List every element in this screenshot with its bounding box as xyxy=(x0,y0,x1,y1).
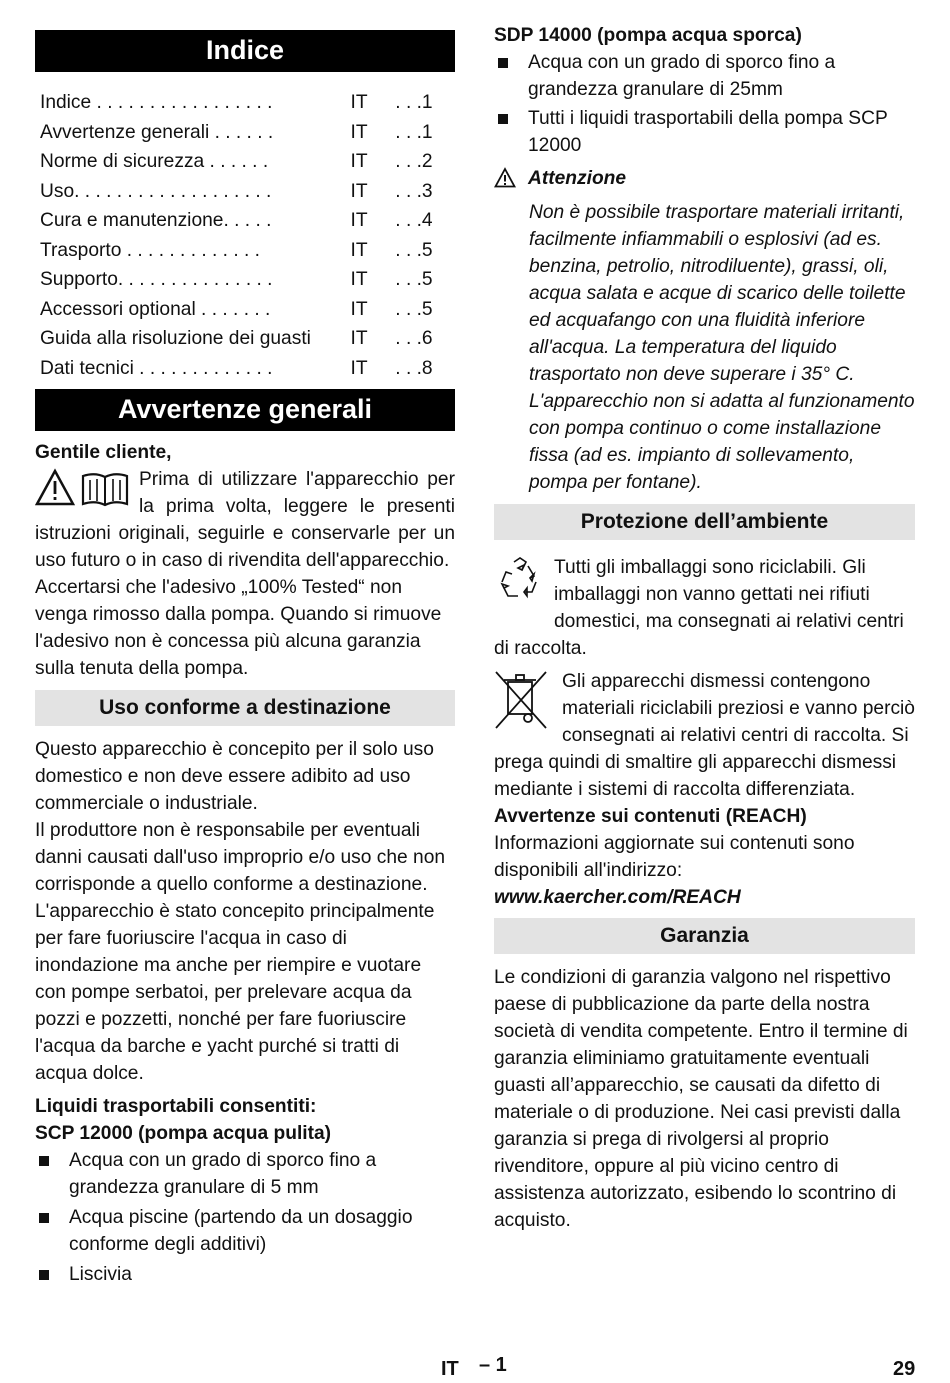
toc-entry-page: . . .1 xyxy=(395,121,433,143)
toc-entry-title: Indice . . . . . . . . . . . . . . . . . xyxy=(40,92,273,113)
list-item-text: Acqua piscine (partendo da un dosaggio conforme degli additivi) xyxy=(69,1207,413,1255)
toc-entry-title: Trasporto . . . . . . . . . . . . . xyxy=(40,239,260,261)
toc-entry-lang: IT xyxy=(350,239,368,261)
toc-row[interactable] xyxy=(40,295,455,325)
toc-row[interactable] xyxy=(40,147,455,177)
toc-entry-lang: IT xyxy=(350,180,368,202)
intro-text: Prima di utilizzare l'apparecchio per la prima volta, leggere le presenti istruzioni originali, seguirle e conservarle per un uso futuro o in caso di rivendita dell'apparecchio. xyxy=(35,469,455,571)
toc-entry-title: Guida alla risoluzione dei guasti xyxy=(40,328,311,349)
toc-entry-page: . . .1 xyxy=(395,92,433,113)
weee-block xyxy=(494,668,915,803)
toc-entry-title: Supporto. . . . . . . . . . . . . . . xyxy=(40,269,273,290)
toc-row[interactable] xyxy=(40,265,455,295)
attention-title: Attenzione xyxy=(528,168,627,189)
toc-heading: Indice xyxy=(35,30,455,72)
warranty-heading: Garanzia xyxy=(494,918,915,954)
toc-entry-page: . . .5 xyxy=(395,239,433,261)
toc-entry-page: . . .3 xyxy=(395,180,433,202)
toc-entry-lang: IT xyxy=(350,92,368,113)
environment-heading: Protezione dell’ambiente xyxy=(494,504,915,540)
bullet-square-icon xyxy=(35,1147,69,1201)
bullet-square-icon xyxy=(35,1261,69,1288)
reach-text: Informazioni aggiornate sui contenuti sono disponibili all'indirizzo: xyxy=(494,833,855,881)
right-column xyxy=(494,22,915,1234)
footer-lang: IT xyxy=(441,1358,459,1380)
left-column xyxy=(35,22,455,1288)
list-item xyxy=(35,1147,455,1201)
warning-triangle-icon xyxy=(494,165,528,197)
intended-use-p3: L'apparecchio è stato concepito principalmente per fare fuoriuscire l'acqua in caso di inondazione ma anche per riempire e vuotare con pompe serbatoi, per prelevare acqua da pozzi e pozzetti, nonché per fare fuoriuscire l'acqua da barche e yacht purché si tratti di acqua dolce. xyxy=(35,901,435,1084)
toc-entry-lang: IT xyxy=(350,298,368,320)
bullet-square-icon xyxy=(494,49,528,103)
attention-heading xyxy=(494,165,915,197)
toc-entry-title: Avvertenze generali . . . . . . xyxy=(40,121,274,143)
toc-row[interactable] xyxy=(40,324,455,354)
list-item xyxy=(35,1261,455,1288)
toc-entry-page: . . .5 xyxy=(395,298,433,320)
list-item xyxy=(35,1204,455,1258)
toc-entry-lang: IT xyxy=(350,151,368,172)
toc-row[interactable] xyxy=(40,354,455,384)
intended-use-p2: Il produttore non è responsabile per eventuali danni causati dall'uso improprio e/o uso che non corrisponde a quello conforme a destinazione. xyxy=(35,820,446,895)
table-of-contents xyxy=(35,88,455,383)
toc-entry-title: Accessori optional . . . . . . . xyxy=(40,298,271,320)
toc-entry-page: . . .8 xyxy=(395,357,433,379)
warning-read-manual-icon xyxy=(35,468,131,518)
greeting: Gentile cliente, xyxy=(35,442,172,463)
sticker-text: Accertarsi che l'adesivo „100% Tested“ non venga rimosso dalla pompa. Quando si rimuove l'adesivo non è concessa più alcuna garanzia sulla tenuta della pompa. xyxy=(35,577,442,679)
recycle-text: Tutti gli imballaggi sono riciclabili. Gli imballaggi non vanno gettati nei rifiuti domestici, ma consegnati ai relativi centri di raccolta. xyxy=(494,557,904,659)
toc-entry-lang: IT xyxy=(350,269,368,290)
toc-entry-page: . . .6 xyxy=(395,328,433,349)
toc-entry-page: . . .5 xyxy=(395,269,433,290)
list-item-text: Tutti i liquidi trasportabili della pompa SCP 12000 xyxy=(528,108,888,156)
toc-entry-lang: IT xyxy=(350,210,368,231)
bullet-square-icon xyxy=(35,1204,69,1258)
general-heading: Avvertenze generali xyxy=(35,389,455,431)
toc-row[interactable] xyxy=(40,88,455,118)
toc-entry-title: Cura e manutenzione. . . . . xyxy=(40,210,272,231)
reach-heading: Avvertenze sui contenuti (REACH) xyxy=(494,806,807,827)
scp-heading: SCP 12000 (pompa acqua pulita) xyxy=(35,1123,332,1144)
toc-row[interactable] xyxy=(40,177,455,207)
sdp-heading: SDP 14000 (pompa acqua sporca) xyxy=(494,25,802,46)
toc-entry-lang: IT xyxy=(350,328,368,349)
weee-text: Gli apparecchi dismessi contengono materiali riciclabili preziosi e vanno perciò consegnati ai relativi centri di raccolta. Si prega quindi di smaltire gli apparecchi dismessi mediante i sistemi di raccolta differenziata. xyxy=(494,671,915,800)
toc-entry-title: Dati tecnici . . . . . . . . . . . . . xyxy=(40,357,273,379)
toc-row[interactable] xyxy=(40,118,455,148)
reach-link[interactable]: www.kaercher.com/REACH xyxy=(494,887,741,908)
list-item xyxy=(494,105,915,159)
intended-use-heading: Uso conforme a destinazione xyxy=(35,690,455,726)
intended-use-p1: Questo apparecchio è concepito per il solo uso domestico e non deve essere adibito ad uso commerciale o industriale. xyxy=(35,739,434,814)
attention-text: Non è possibile trasportare materiali irritanti, facilmente infiammabili o esplosivi (ad es. benzina, petrolio, nitrodiluente), grassi, oli, acqua salata e acque di scarico delle toilette ed acquafango con una fluidità inferiore all'acqua. La temperatura del liquido trasportato non deve superare i 35° C. L'apparecchio non si adatta al funzionamento con pompa continuo o come installazione fissa (ad es. impianto di sollevamento, pompa per fontane). xyxy=(529,202,915,493)
warranty-text: Le condizioni di garanzia valgono nel rispettivo paese di pubblicazione da parte della nostra società di vendita competente. Entro il termine di garanzia eliminiamo gratuitamente eventuali guasti all’apparecchio, se causati da difetto di materiale o di produzione. Nei casi previsti dalla garanzia si prega di rivolgersi al proprio rivenditore, oppure al più vicino centro di assistenza autorizzato, esibendo lo scontrino di acquisto. xyxy=(494,967,908,1231)
toc-entry-title: Norme di sicurezza . . . . . . xyxy=(40,151,269,172)
toc-entry-lang: IT xyxy=(350,357,368,379)
toc-entry-title: Uso. . . . . . . . . . . . . . . . . . . xyxy=(40,180,272,202)
bullet-square-icon xyxy=(494,105,528,159)
toc-entry-lang: IT xyxy=(350,121,368,143)
crossed-bin-icon xyxy=(494,670,548,738)
footer-section-page: – 1 xyxy=(479,1354,507,1376)
intro-block xyxy=(35,466,455,574)
toc-row[interactable] xyxy=(40,206,455,236)
liquids-heading: Liquidi trasportabili consentiti: xyxy=(35,1096,317,1117)
list-item-text: Acqua con un grado di sporco fino a grandezza granulare di 5 mm xyxy=(69,1150,377,1198)
list-item-text: Acqua con un grado di sporco fino a grandezza granulare di 25mm xyxy=(528,52,836,100)
toc-entry-page: . . .2 xyxy=(395,151,433,172)
list-item-text: Liscivia xyxy=(69,1264,132,1285)
recycling-icon xyxy=(494,556,546,610)
page-number: 29 xyxy=(893,1358,916,1380)
toc-row[interactable] xyxy=(40,236,455,266)
toc-entry-page: . . .4 xyxy=(395,210,433,231)
list-item xyxy=(494,49,915,103)
recycle-block xyxy=(494,554,915,662)
